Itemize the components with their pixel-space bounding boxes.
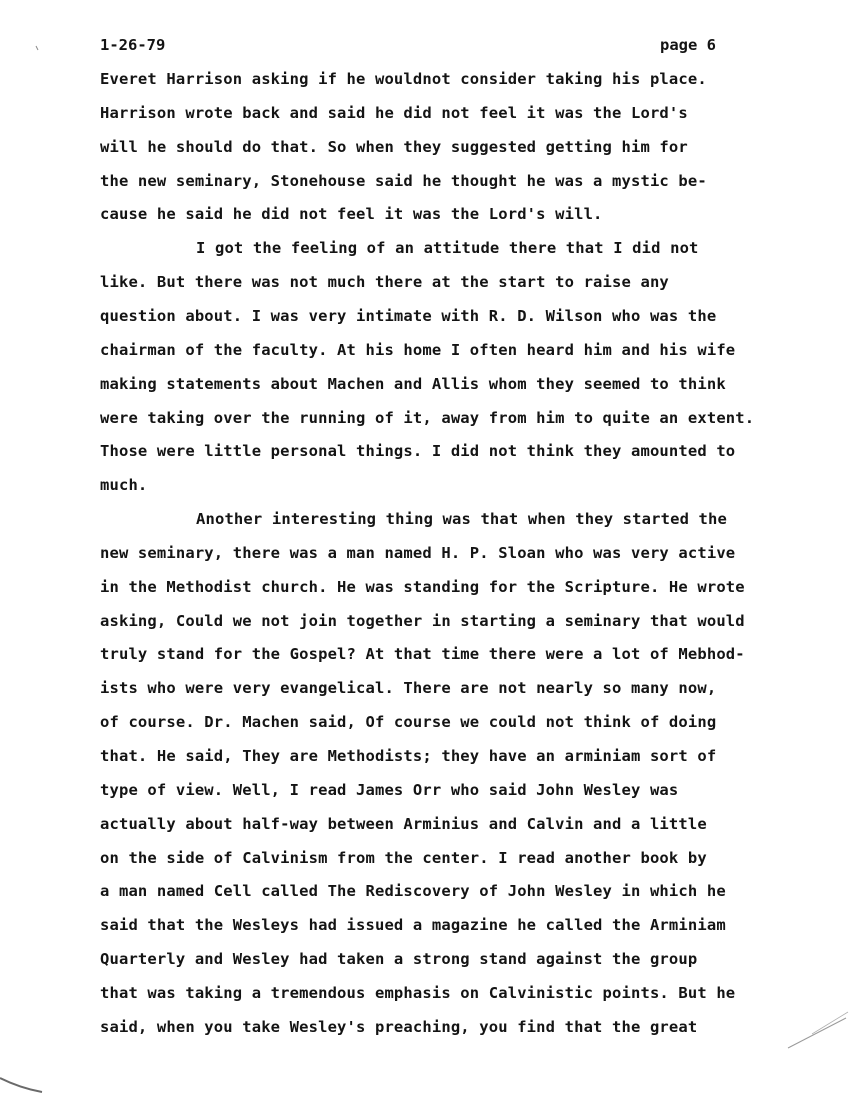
page-date: 1-26-79 [100, 36, 166, 54]
text-line: will he should do that. So when they suggested getting him for [100, 138, 688, 156]
text-line: like. But there was not much there at the start to raise any [100, 273, 669, 291]
text-line: Quarterly and Wesley had taken a strong stand against the group [100, 950, 698, 968]
text-line: of course. Dr. Machen said, Of course we could not think of doing [100, 713, 717, 731]
text-line: Harrison wrote back and said he did not feel it was the Lord's [100, 104, 688, 122]
text-line: that. He said, They are Methodists; they have an arminiam sort of [100, 747, 717, 765]
text-line: I got the feeling of an attitude there that I did not [196, 239, 699, 257]
text-line: question about. I was very intimate with R. D. Wilson who was the [100, 307, 717, 325]
text-line: said, when you take Wesley's preaching, you find that the great [100, 1018, 698, 1036]
page-number: page 6 [660, 36, 716, 54]
text-line: new seminary, there was a man named H. P. Sloan who was very active [100, 544, 736, 562]
text-line: that was taking a tremendous emphasis on Calvinistic points. But he [100, 984, 736, 1002]
text-line: a man named Cell called The Rediscovery of John Wesley in which he [100, 882, 726, 900]
text-line: actually about half-way between Arminius and Calvin and a little [100, 815, 707, 833]
text-line: cause he said he did not feel it was the Lord's will. [100, 205, 603, 223]
text-line: ists who were very evangelical. There are not nearly so many now, [100, 679, 717, 697]
text-line: were taking over the running of it, away from him to quite an extent. [100, 409, 755, 427]
text-line: chairman of the faculty. At his home I often heard him and his wife [100, 341, 736, 359]
text-line: type of view. Well, I read James Orr who said John Wesley was [100, 781, 679, 799]
text-line: asking, Could we not join together in starting a seminary that would [100, 612, 745, 630]
text-line: Those were little personal things. I did not think they amounted to [100, 442, 736, 460]
text-line: the new seminary, Stonehouse said he thought he was a mystic be- [100, 172, 707, 190]
text-line: on the side of Calvinism from the center. I read another book by [100, 849, 707, 867]
text-line: Everet Harrison asking if he wouldnot consider taking his place. [100, 70, 707, 88]
text-line: said that the Wesleys had issued a magazine he called the Arminiam [100, 916, 726, 934]
text-line: truly stand for the Gospel? At that time there were a lot of Mebhod- [100, 645, 745, 663]
text-line: in the Methodist church. He was standing for the Scripture. He wrote [100, 578, 745, 596]
text-line: Another interesting thing was that when they started the [196, 510, 727, 528]
text-line: making statements about Machen and Allis whom they seemed to think [100, 375, 726, 393]
text-line: much. [100, 476, 148, 494]
